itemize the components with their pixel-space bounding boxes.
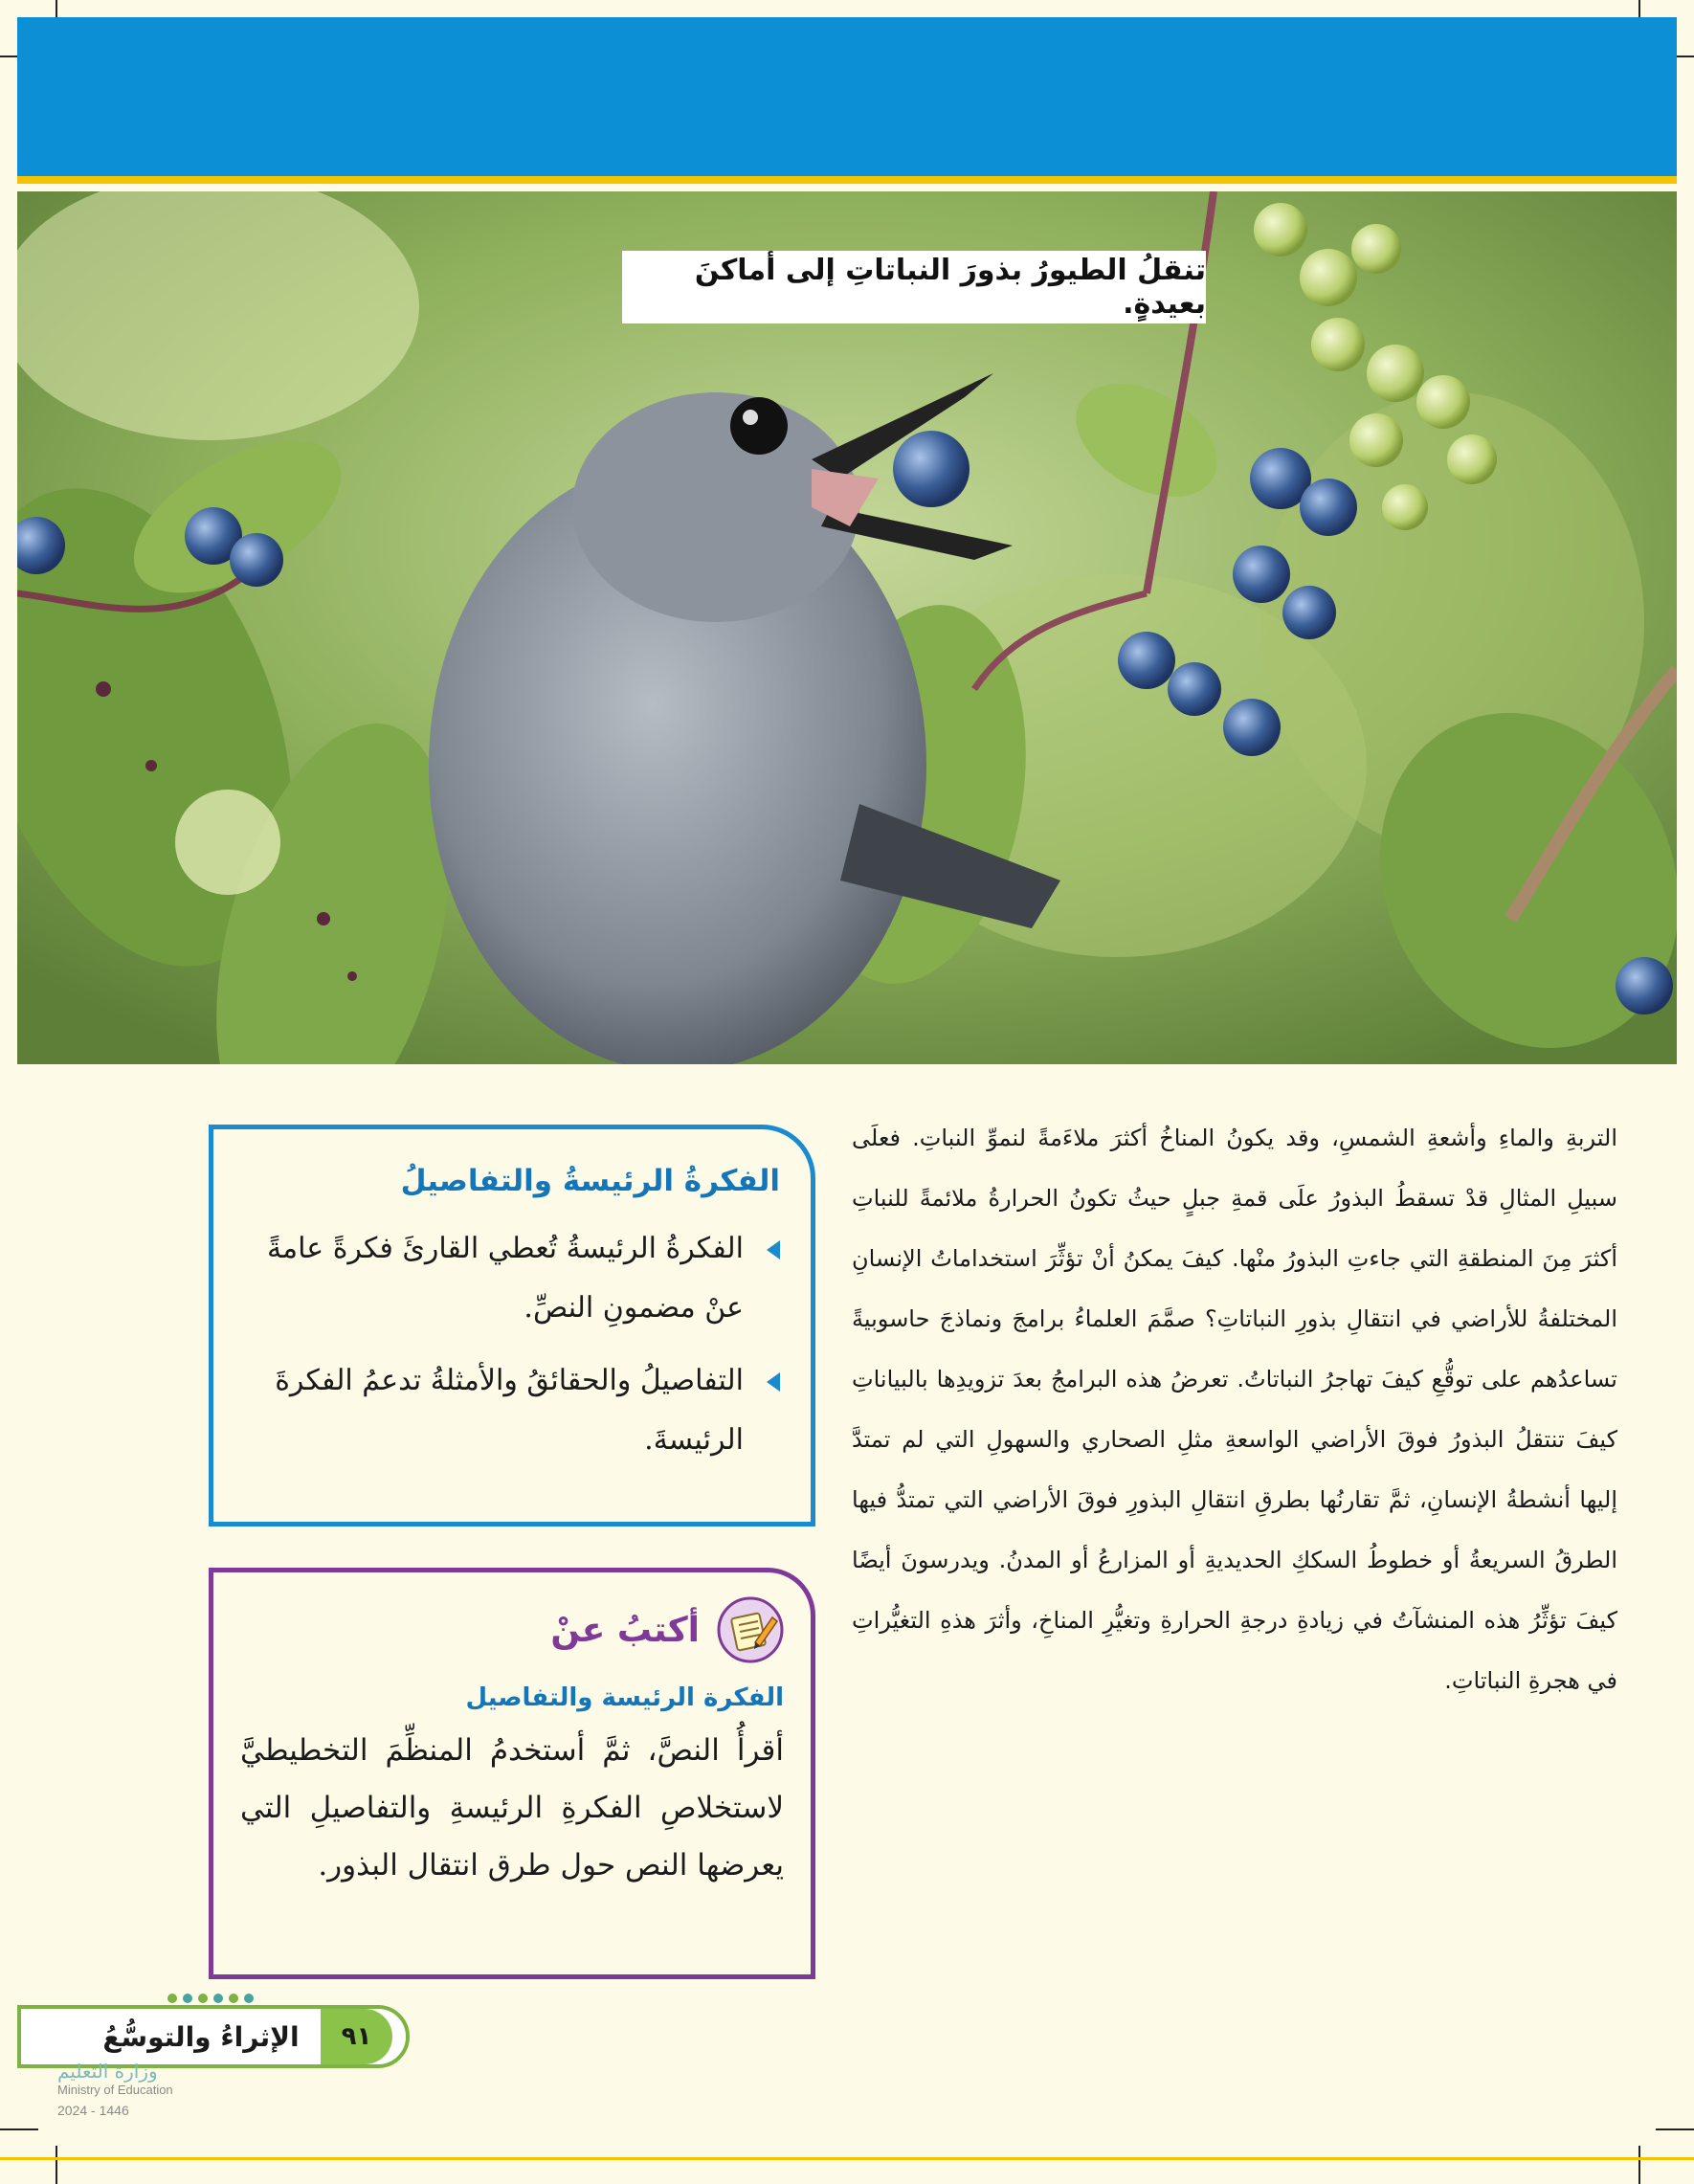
idea-item-text: التفاصيلُ والحقائقُ والأمثلةُ تدعمُ الفكرةَ الرئيسةَ. (275, 1364, 744, 1457)
idea-list-item (244, 1351, 780, 1470)
write-about-box (209, 1568, 815, 1979)
crop-mark (0, 2128, 38, 2130)
edition-year: 2024 - 1446 (57, 2103, 129, 2118)
main-idea-box (209, 1125, 815, 1527)
idea-item-text: الفكرةُ الرئيسةُ تُعطي القارئَ فكرةً عامةً عنْ مضمونِ النصِّ. (266, 1232, 744, 1325)
idea-list-item (244, 1219, 780, 1338)
ministry-name-ar: وزارة التعليم (57, 2060, 158, 2083)
page-number: ٩١ (321, 2009, 392, 2064)
ministry-name-en: Ministry of Education (57, 2083, 173, 2097)
photo-caption: تنقلُ الطيورُ بذورَ النباتاتِ إلى أماكنَ بعيدةٍ. (622, 251, 1206, 323)
crop-mark (1638, 2146, 1640, 2184)
write-box-header (240, 1590, 784, 1670)
triangle-bullet-icon (767, 1240, 780, 1259)
triangle-bullet-icon (767, 1372, 780, 1392)
write-box-title: أكتبُ عنْ (550, 1610, 700, 1650)
body-paragraph: التربةِ والماءِ وأشعةِ الشمسِ، وقد يكونُ المناخُ أكثرَ ملاءَمةً لنموِّ النباتِ. فعلَى سبيلِ المثالِ قدْ تسقطُ البذورُ علَى قمةِ جبلٍ حيثُ تكونُ الحرارةُ ملائمةً للنباتِ أكثرَ مِنَ المنطقةِ التي جاءتِ البذورُ منْها. كيفَ يمكنُ أنْ تؤثِّرَ استخداماتُ الإنسانِ المختلفةُ للأراضي في انتقالِ بذورِ النباتاتِ؟ صمَّمَ العلماءُ برامجَ ونماذجَ حاسوبيةً تساعدُهم على توقُّعِ كيفَ تهاجرُ النباتاتُ. تعرضُ هذه البرامجُ بعدَ تزويدِها بالبياناتِ كيفَ تنتقلُ البذورُ فوقَ الأراضي الواسعةِ مثلِ الصحاري والسهولِ التي لم تمتدَّ إليها أنشطةُ الإنسانِ، ثمَّ تقارنُها بطرقِ انتقالِ البذورِ فوقَ الأراضي التي تمتدُّ فيها الطرقُ السريعةُ أو خطوطُ السككِ الحديديةِ أو المزارعُ أو المدنُ. ويدرسونَ أيضًا كيفَ تؤثِّرُ هذه المنشآتُ في زيادةِ درجةِ الحرارةِ وتغيُّرِ المناخِ، وأثرَ هذهِ التغيُّراتِ في هجرةِ النباتاتِ. (852, 1125, 1617, 1694)
ministry-watermark (57, 2060, 268, 2118)
footer-section-title: الإثراءُ والتوسُّعُ (102, 2020, 300, 2053)
write-box-text: أقرأُ النصَّ، ثمَّ أستخدمُ المنظِّمَ التخطيطيَّ لاستخلاصِ الفكرةِ الرئيسةِ والتفاصيلِ التي يعرضها النص حول طرق انتقال البذور. (240, 1733, 784, 1883)
bottom-rule (0, 2157, 1694, 2160)
crop-mark (1656, 2128, 1694, 2130)
idea-box-title: الفكرةُ الرئيسةُ والتفاصيلُ (400, 1164, 780, 1198)
body-text (852, 1108, 1617, 1711)
top-banner (17, 17, 1677, 184)
write-box-subtitle: الفكرة الرئيسة والتفاصيل (465, 1683, 784, 1712)
crop-mark (56, 2146, 57, 2184)
pencil-paper-icon (717, 1596, 784, 1663)
